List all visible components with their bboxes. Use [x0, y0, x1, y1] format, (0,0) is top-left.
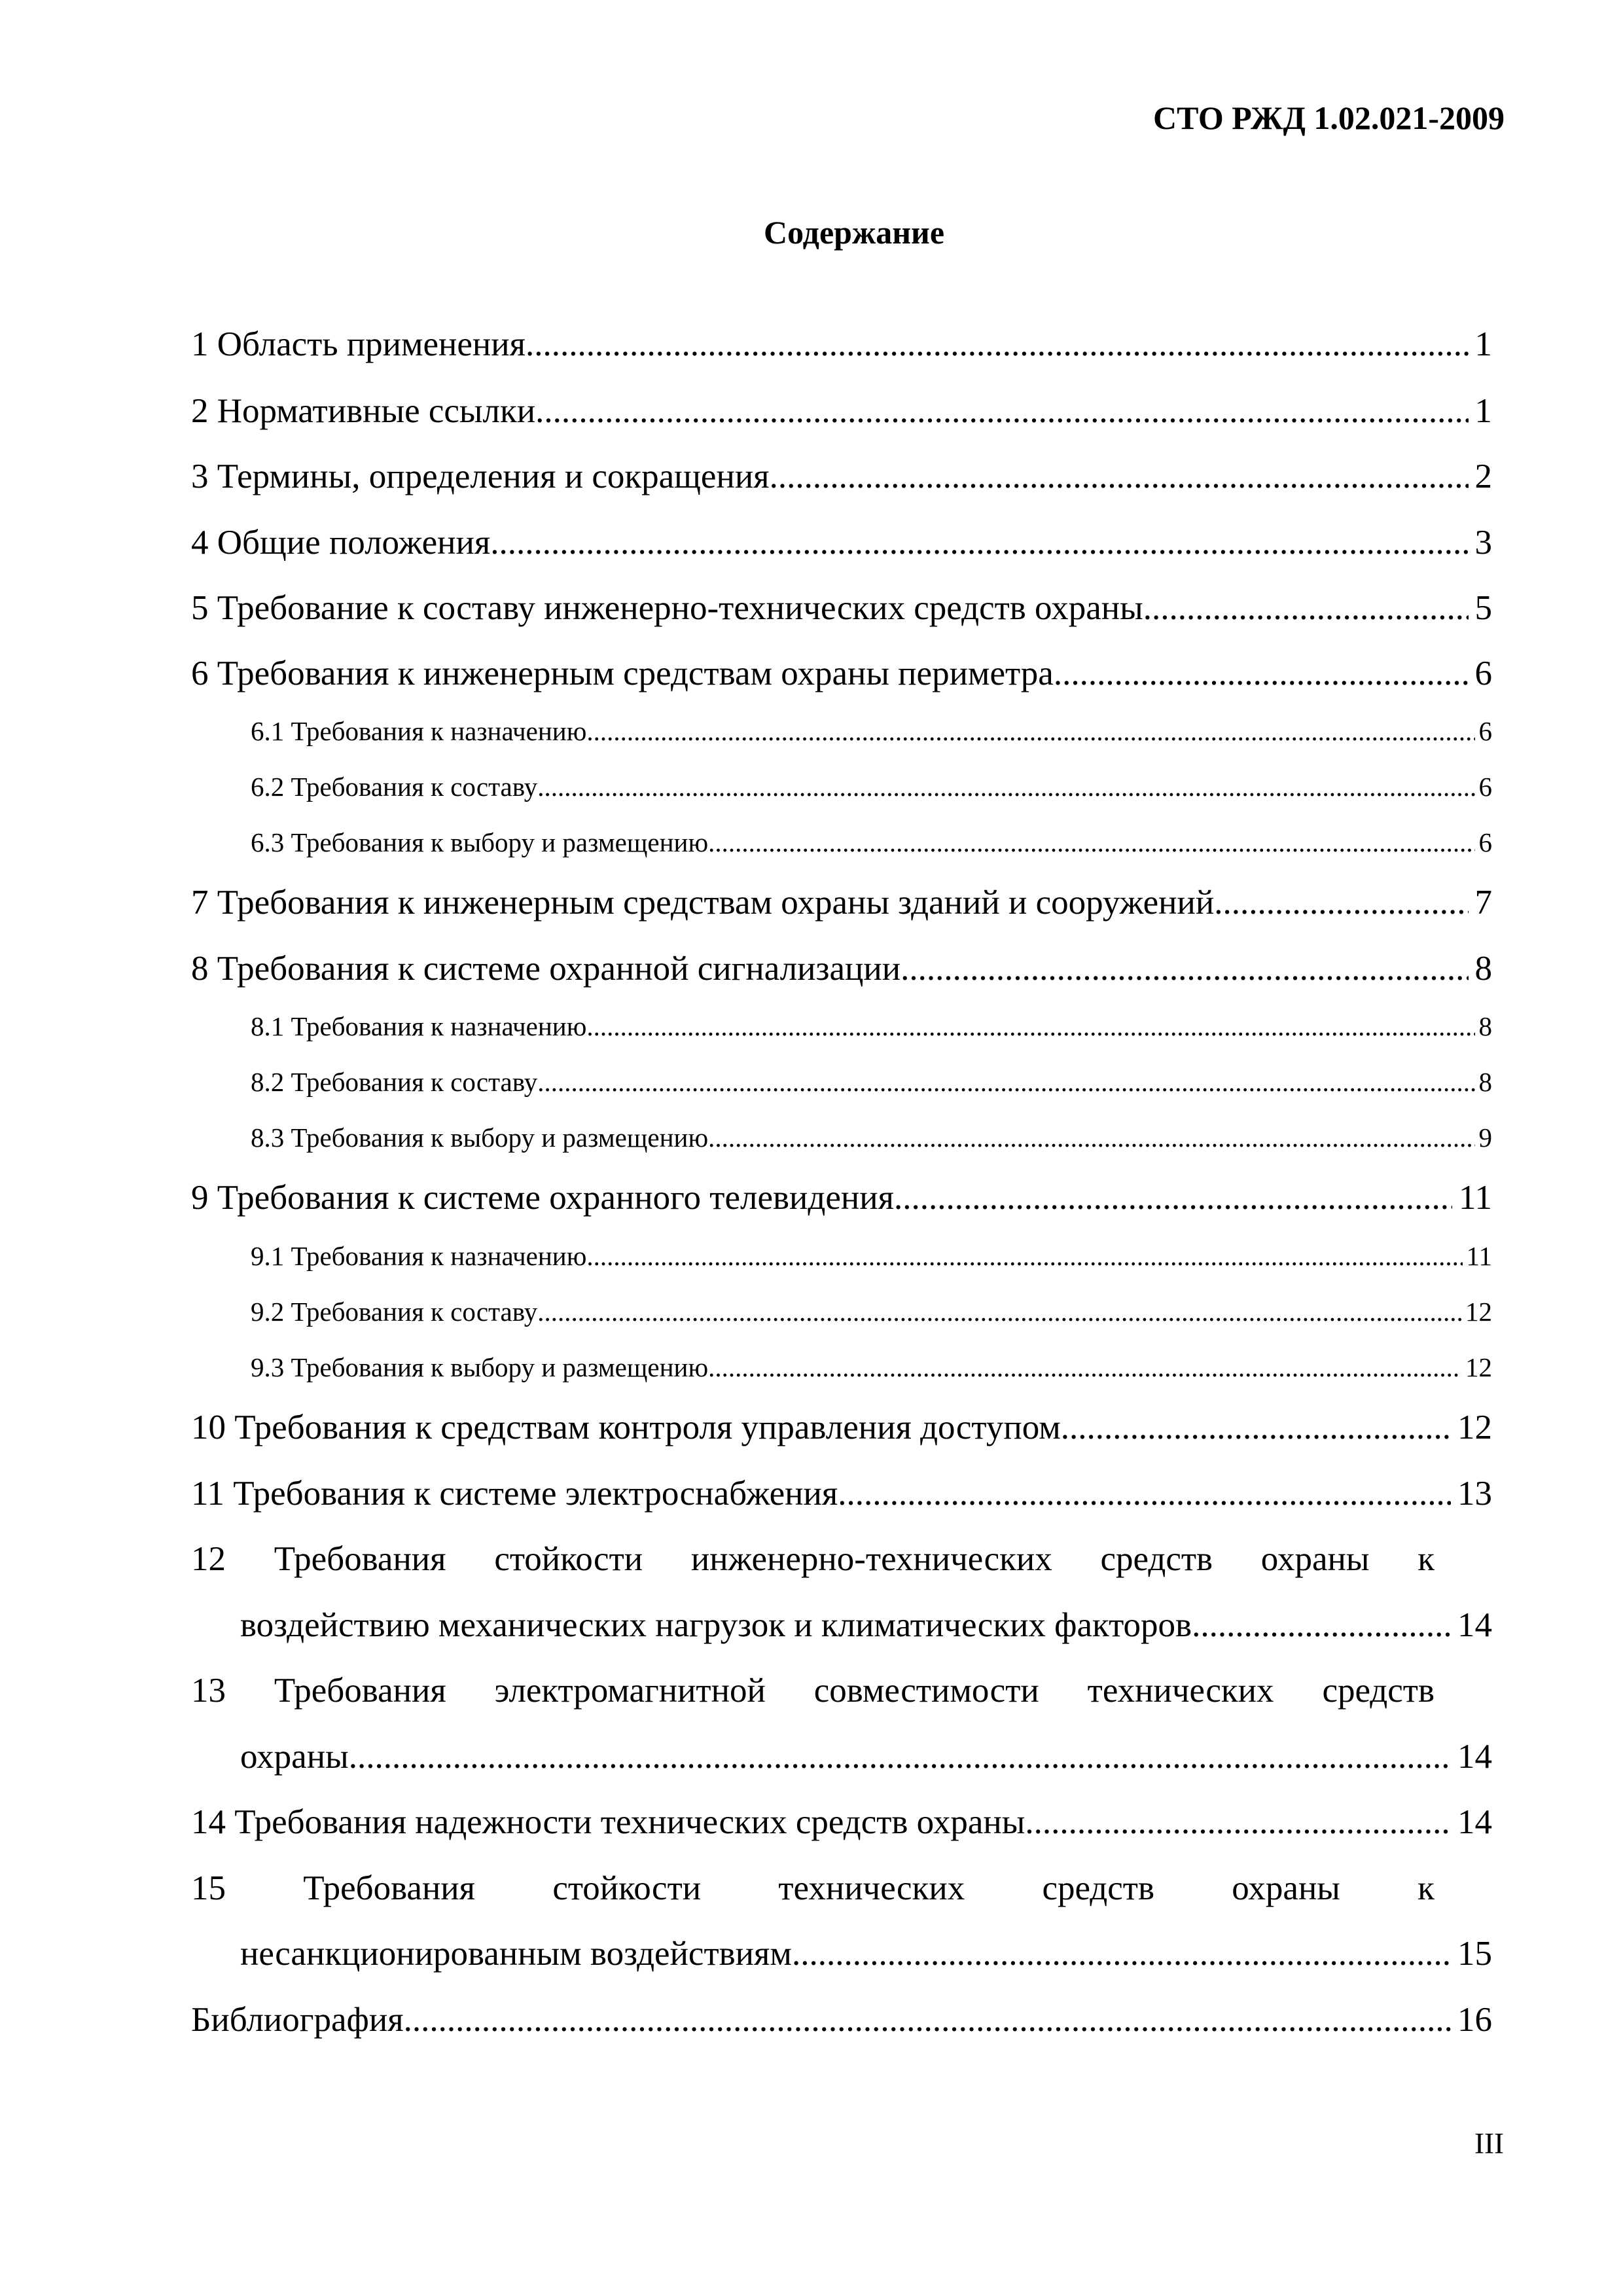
toc-word: к [1418, 1540, 1435, 1578]
toc-title: Содержание [763, 214, 945, 251]
toc-entry-text: 8.1 Требования к назначению [251, 1011, 587, 1041]
toc-entry-page: 12 [1465, 1297, 1492, 1327]
toc-entry[interactable] [191, 317, 1492, 372]
toc-entry[interactable] [191, 1466, 1492, 1521]
toc-word: инженерно-технических [690, 1540, 1052, 1578]
toc-word: технических [1087, 1672, 1274, 1710]
toc-entry-text: 3 Термины, определения и сокращения [191, 457, 770, 495]
toc-dot-leader [537, 1289, 1461, 1335]
toc-entry[interactable] [191, 581, 1492, 636]
toc-entry-page: 6 [1478, 716, 1492, 746]
toc-subentry[interactable] [251, 708, 1492, 754]
toc-word: 13 [191, 1672, 226, 1710]
toc-subentry[interactable] [251, 1344, 1492, 1390]
toc-dot-leader [1061, 1400, 1451, 1455]
toc-entry-text: воздействию механических нагрузок и климатических факторов [240, 1606, 1192, 1644]
toc-entry-page: 2 [1474, 457, 1492, 495]
toc-entry-text: несанкционированным воздействиям [240, 1935, 792, 1973]
toc-dot-leader [404, 1992, 1451, 2047]
document-code: СТО РЖД 1.02.021-2009 [1153, 99, 1505, 136]
toc-word: стойкости [494, 1540, 643, 1578]
toc-dot-leader [1192, 1598, 1451, 1653]
toc-dot-leader [537, 764, 1474, 810]
toc-word: охраны [1260, 1540, 1370, 1578]
toc-subentry[interactable] [251, 1289, 1492, 1335]
toc-entry-text: 6.3 Требования к выбору и размещению [251, 827, 709, 857]
toc-dot-leader [770, 449, 1469, 504]
toc-entry-page: 11 [1466, 1241, 1492, 1271]
toc-entry-page: 12 [1457, 1408, 1492, 1446]
toc-word: 12 [191, 1540, 226, 1578]
toc-dot-leader [535, 384, 1468, 439]
toc-dot-leader [708, 1115, 1474, 1160]
toc-entry-text: 5 Требование к составу инженерно-технических средств охраны [191, 589, 1143, 627]
toc-entry[interactable] [191, 515, 1492, 570]
toc-dot-leader [349, 1729, 1451, 1784]
toc-entry-page: 6 [1474, 655, 1492, 692]
toc-word: к [1418, 1869, 1435, 1907]
toc-entry-line-1[interactable] [191, 1861, 1435, 1916]
toc-entry-text: 9.3 Требования к выбору и размещению [251, 1352, 709, 1382]
toc-dot-leader [586, 708, 1474, 754]
toc-entry[interactable] [191, 1170, 1492, 1225]
toc-dot-leader [708, 819, 1474, 865]
toc-dot-leader [1054, 646, 1469, 701]
toc-entry[interactable] [191, 941, 1492, 996]
toc-entry-text: 4 Общие положения [191, 524, 491, 562]
toc-entry-text: 7 Требования к инженерным средствам охраны зданий и сооружений [191, 884, 1215, 922]
toc-subentry[interactable] [251, 1233, 1492, 1279]
toc-entry-line-2[interactable] [240, 1729, 1492, 1784]
toc-entry-line-1[interactable] [191, 1532, 1435, 1587]
toc-entry-page: 9 [1478, 1122, 1492, 1153]
toc-entry-page: 6 [1478, 827, 1492, 857]
toc-entry-page: 7 [1474, 884, 1492, 922]
toc-entry-line-1[interactable] [191, 1663, 1435, 1718]
toc-dot-leader [1143, 581, 1469, 636]
toc-entry[interactable] [191, 1400, 1492, 1455]
toc-entry-page: 8 [1478, 1067, 1492, 1097]
toc-entry-text: 8.2 Требования к составу [251, 1067, 538, 1097]
toc-dot-leader [792, 1926, 1451, 1981]
toc-word: средств [1100, 1540, 1213, 1578]
toc-entry-page: 8 [1478, 1011, 1492, 1041]
toc-dot-leader [838, 1466, 1451, 1521]
toc-entry[interactable] [191, 1795, 1492, 1850]
toc-entry-page: 14 [1457, 1606, 1492, 1644]
toc-entry-page: 12 [1465, 1352, 1492, 1382]
toc-subentry[interactable] [251, 1115, 1492, 1160]
toc-entry-text: 2 Нормативные ссылки [191, 392, 536, 430]
toc-dot-leader [708, 1344, 1461, 1390]
toc-entry-page: 13 [1457, 1475, 1492, 1513]
toc-dot-leader [586, 1003, 1474, 1049]
toc-word: средств [1322, 1672, 1435, 1710]
toc-entry-text: 8.3 Требования к выбору и размещению [251, 1122, 709, 1153]
toc-entry-page: 5 [1474, 589, 1492, 627]
toc-entry-page: 8 [1474, 950, 1492, 988]
toc-word: охраны [1232, 1869, 1340, 1907]
toc-entry-page: 14 [1457, 1738, 1492, 1776]
toc-entry-text: 6.2 Требования к составу [251, 772, 538, 802]
toc-entry-page: 15 [1457, 1935, 1492, 1973]
toc-entry-text: 9.1 Требования к назначению [251, 1241, 587, 1271]
toc-word: 15 [191, 1869, 226, 1907]
toc-entry-text: 1 Область применения [191, 325, 526, 363]
toc-entry-text: 9 Требования к системе охранного телевидения [191, 1179, 894, 1217]
toc-entry[interactable] [191, 646, 1492, 701]
toc-entry-text: 11 Требования к системе электроснабжения [191, 1475, 838, 1513]
toc-dot-leader [894, 1170, 1452, 1225]
toc-word: средств [1042, 1869, 1154, 1907]
toc-entry-line-2[interactable] [240, 1926, 1492, 1981]
toc-subentry[interactable] [251, 1003, 1492, 1049]
toc-dot-leader [526, 317, 1468, 372]
toc-entry[interactable] [191, 449, 1492, 504]
toc-dot-leader [1025, 1795, 1451, 1850]
toc-dot-leader [901, 941, 1468, 996]
toc-dot-leader [537, 1059, 1474, 1105]
toc-entry-text: 6 Требования к инженерным средствам охраны периметра [191, 655, 1054, 692]
toc-entry-text: охраны [240, 1738, 349, 1776]
toc-dot-leader [490, 515, 1468, 570]
toc-entry-page: 6 [1478, 772, 1492, 802]
toc-word: стойкости [552, 1869, 702, 1907]
toc-entry[interactable] [191, 875, 1492, 930]
toc-dot-leader [586, 1233, 1462, 1279]
toc-entry-text: 6.1 Требования к назначению [251, 716, 587, 746]
page-number: III [1474, 2127, 1504, 2160]
toc-word: совместимости [813, 1672, 1039, 1710]
toc-entry-text: 8 Требования к системе охранной сигнализации [191, 950, 901, 988]
toc-entry[interactable] [191, 1992, 1492, 2047]
toc-entry-page: 1 [1474, 325, 1492, 363]
toc-word: электромагнитной [494, 1672, 766, 1710]
toc-entry[interactable] [191, 384, 1492, 439]
toc-subentry[interactable] [251, 764, 1492, 810]
toc-entry-page: 11 [1458, 1179, 1492, 1217]
toc-word: Требования [274, 1540, 446, 1578]
toc-word: Требования [274, 1672, 446, 1710]
toc-entry-text: Библиография [191, 2001, 404, 2039]
toc-dot-leader [1214, 875, 1468, 930]
toc-entry-page: 3 [1474, 524, 1492, 562]
toc-entry-page: 14 [1457, 1803, 1492, 1841]
toc-entry-text: 10 Требования к средствам контроля управления доступом [191, 1408, 1061, 1446]
toc-entry-line-2[interactable] [240, 1598, 1492, 1653]
toc-entry-text: 9.2 Требования к составу [251, 1297, 538, 1327]
toc-subentry[interactable] [251, 1059, 1492, 1105]
toc-entry-page: 1 [1474, 392, 1492, 430]
toc-subentry[interactable] [251, 819, 1492, 865]
toc-entry-page: 16 [1457, 2001, 1492, 2039]
toc-word: Требования [303, 1869, 476, 1907]
toc-word: технических [778, 1869, 965, 1907]
toc-entry-text: 14 Требования надежности технических средств охраны [191, 1803, 1026, 1841]
